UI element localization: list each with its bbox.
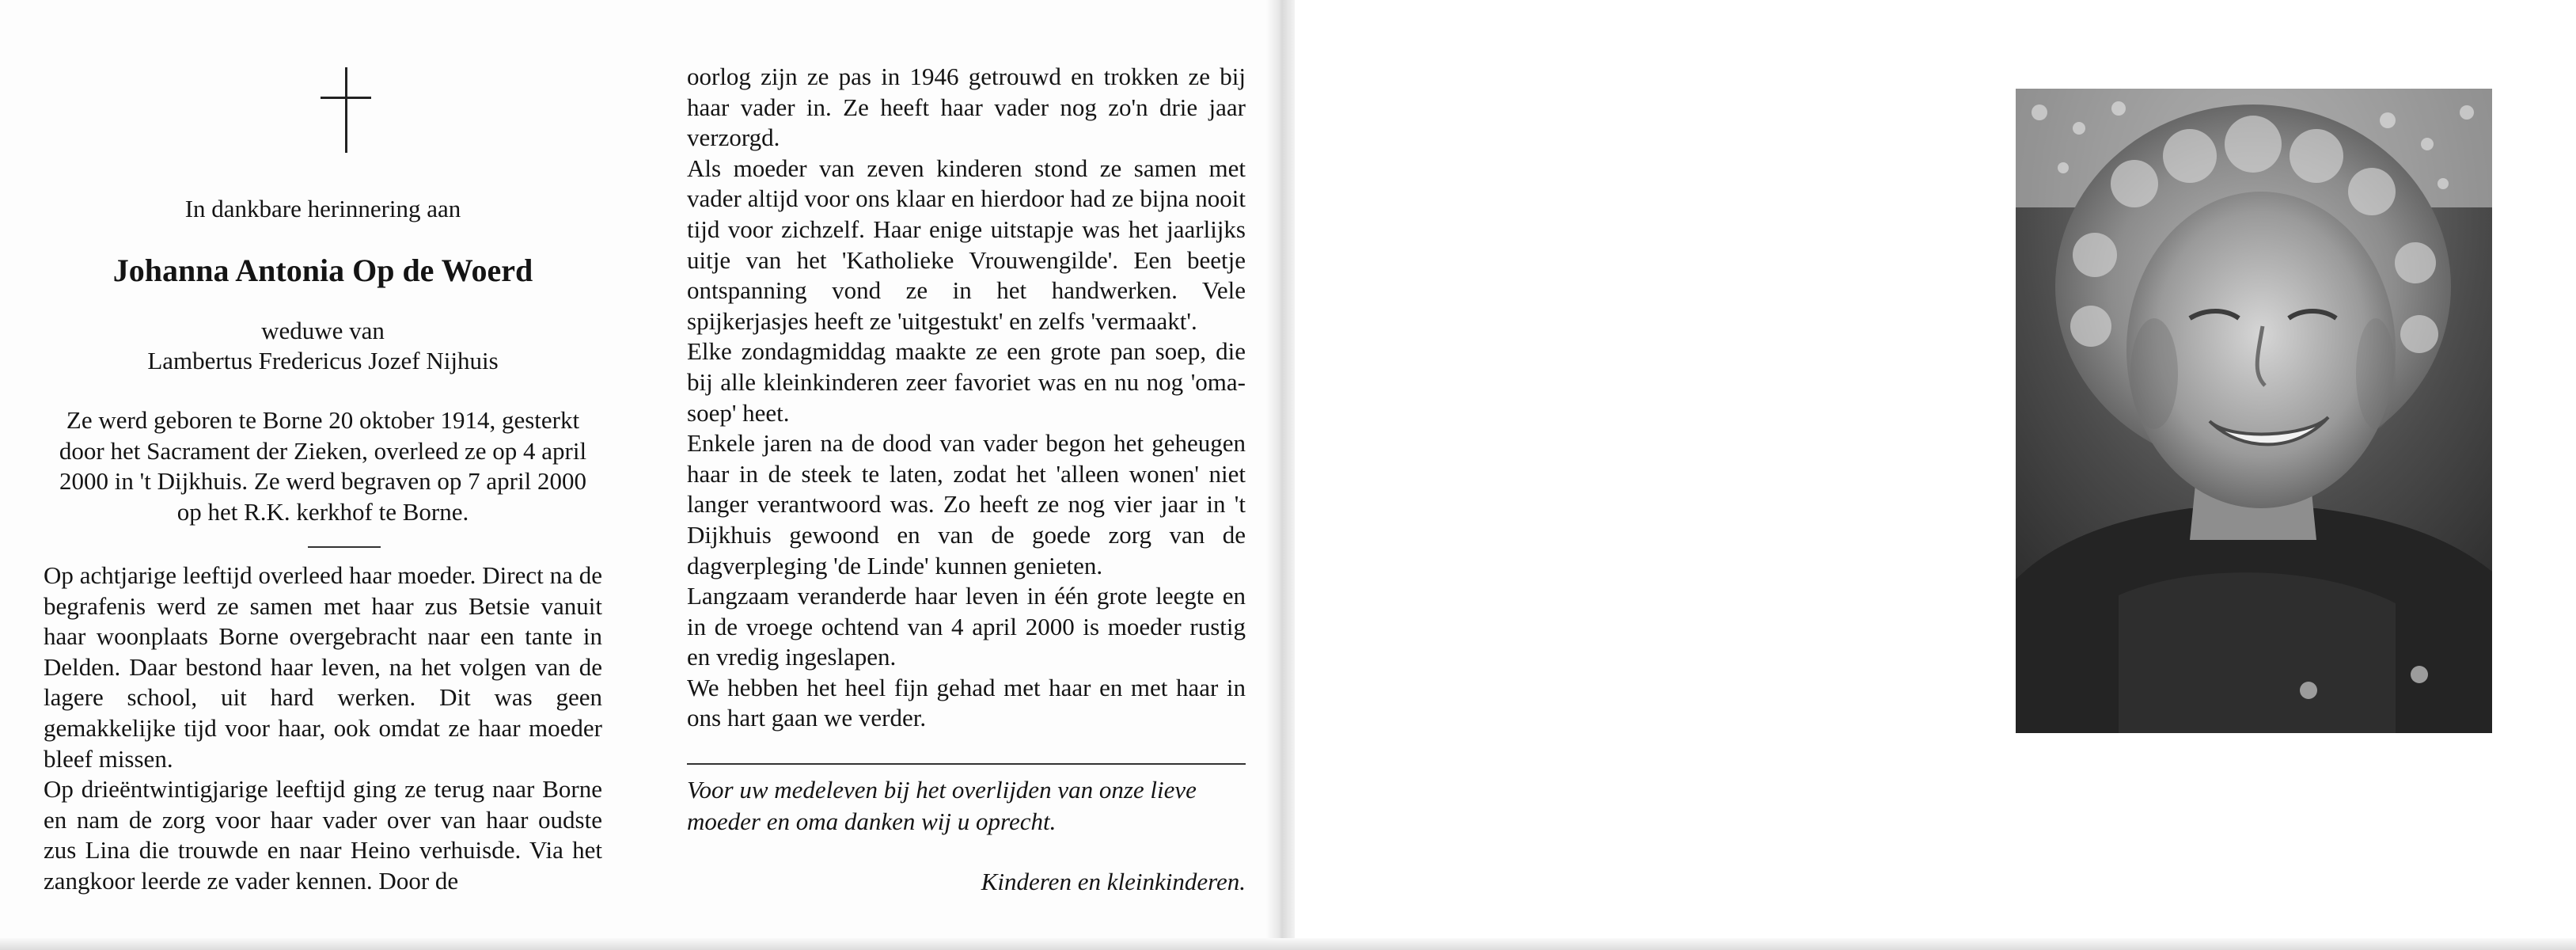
portrait-image bbox=[2016, 89, 2492, 733]
cross-icon bbox=[321, 67, 371, 153]
thanks-line: moeder en oma danken wij u oprecht. bbox=[687, 808, 1057, 835]
section-divider bbox=[308, 546, 381, 548]
story-paragraph: Langzaam veranderde haar leven in één grote leegte en in de vroege ochtend van 4 april 2000 is moeder rustig en vredig ingeslapen. bbox=[687, 582, 1246, 671]
story-paragraph: Elke zondagmiddag maakte ze een grote pan soep, die bij alle kleinkinderen zeer favoriet was en nu nog 'oma-soep' heet. bbox=[687, 337, 1246, 427]
husband-name: Lambertus Fredericus Jozef Nijhuis bbox=[147, 347, 499, 374]
portrait-photo bbox=[2016, 89, 2492, 733]
life-story-part-2 bbox=[687, 62, 1246, 734]
birth-line: op het R.K. kerkhof te Borne. bbox=[176, 497, 469, 526]
cross-horizontal-bar bbox=[321, 97, 371, 99]
intro-text: In dankbare herinnering aan bbox=[184, 195, 461, 222]
birth-line: 2000 in 't Dijkhuis. Ze werd begraven op 7 april 2000 bbox=[59, 467, 586, 495]
life-story-part-1 bbox=[44, 560, 602, 897]
birth-death-details bbox=[44, 405, 602, 527]
birth-line: door het Sacrament der Zieken, overleed ze op 4 april bbox=[59, 436, 587, 465]
story-paragraph: Als moeder van zeven kinderen stond ze samen met vader altijd voor ons klaar en hierdoor had ze bijna nooit tijd voor zichzelf. Haar enige uitstapje was het jaarlijks uitje van het 'Katholieke Vrouwengilde'. Een beetje ontspanning vond ze in het handwerken. Vele spijkerjasjes heeft ze 'uitgestukt' en zelfs 'vermaakt'. bbox=[687, 154, 1246, 335]
card-fold bbox=[1266, 0, 1295, 950]
thanks-divider bbox=[687, 763, 1246, 765]
cross-vertical-bar bbox=[345, 67, 347, 153]
widow-label: weduwe van bbox=[261, 317, 385, 344]
story-paragraph: oorlog zijn ze pas in 1946 getrouwd en trokken ze bij haar vader in. Ze heeft haar vader nog zo'n drie jaar verzorgd. bbox=[687, 63, 1246, 152]
story-paragraph: Op achtjarige leeftijd overleed haar moeder. Direct na de begrafenis werd ze samen met haar zus Betsie vanuit haar woonplaats Borne overgebracht naar een tante in Delden. Daar bestond haar leven, na het volgen van de lagere school, uit hard werken. Dit was geen gemakkelijke tijd voor haar, ook omdat ze haar moeder bleef missen. bbox=[44, 561, 602, 773]
thanks-line: Voor uw medeleven bij het overlijden van onze lieve bbox=[687, 776, 1197, 804]
story-paragraph: We hebben het heel fijn gehad met haar en met haar in ons hart gaan we verder. bbox=[687, 673, 1246, 732]
birth-line: Ze werd geboren te Borne 20 oktober 1914, gesterkt bbox=[66, 406, 580, 434]
deceased-name: Johanna Antonia Op de Woerd bbox=[112, 253, 533, 288]
thanks-message bbox=[687, 774, 1246, 838]
signature: Kinderen en kleinkinderen. bbox=[981, 868, 1246, 895]
scan-edge-shadow bbox=[0, 938, 2576, 950]
story-paragraph: Op drieëntwintigjarige leeftijd ging ze terug naar Borne en nam de zorg voor haar vader over van haar oudste zus Lina die trouwde en naar Heino verhuisde. Via het zangkoor leerde ze vader kennen. Door de bbox=[44, 775, 602, 895]
story-paragraph: Enkele jaren na de dood van vader begon het geheugen haar in de steek te laten, zodat het 'alleen wonen' niet langer verantwoord was. Zo heeft ze nog vier jaar in 't Dijkhuis gewoond en van de goede zorg van de dagverpleging 'de Linde' kunnen genieten. bbox=[687, 429, 1246, 580]
